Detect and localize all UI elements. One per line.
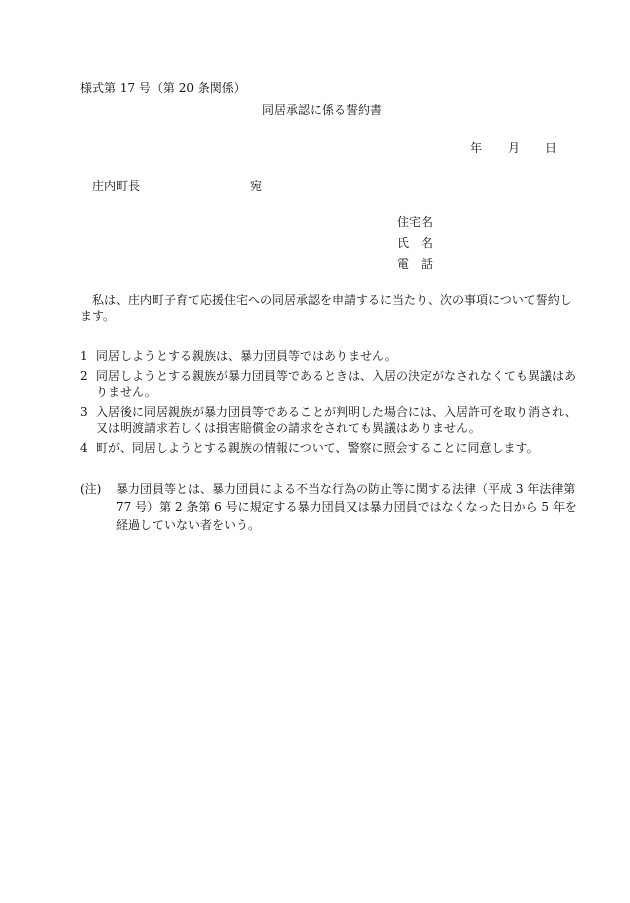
footnote-text: 暴力団員等とは、暴力団員による不当な行為の防止等に関する法律（平成 3 年法律第 77 号）第 2 条第 6 号に規定する暴力団員又は暴力団員ではなくなった日から 5 年を経過していない者をいう。 xyxy=(116,482,577,532)
applicant-phone-label: 電 話 xyxy=(397,257,434,271)
pledge-item xyxy=(80,404,580,436)
pledge-item-text: 同居しようとする親族が暴力団員等であるときは、入居の決定がなされなくても異議はありません。 xyxy=(96,369,577,399)
form-number: 様式第 17 号（第 20 条関係） xyxy=(80,81,246,95)
pledge-item-text: 町が、同居しようとする親族の情報について、警察に照会することに同意します。 xyxy=(96,441,539,455)
addressee-name: 庄内町長 xyxy=(92,179,141,193)
date-month-label: 月 xyxy=(508,141,521,155)
pledge-item-number: 3 xyxy=(80,405,88,419)
footnote xyxy=(80,480,580,534)
pledge-item xyxy=(80,348,580,364)
applicant-name-label: 氏 名 xyxy=(397,236,434,250)
footnote-label: (注) xyxy=(80,482,102,496)
addressee-suffix: 宛 xyxy=(250,179,263,193)
pledge-item-text: 入居後に同居親族が暴力団員等であることが判明した場合には、入居許可を取り消され、又は明渡請求若しくは損害賠償金の請求をされても異議はありません。 xyxy=(96,405,577,435)
date-year-label: 年 xyxy=(470,141,483,155)
pledge-item-number: 2 xyxy=(80,369,88,383)
applicant-address-label: 住宅名 xyxy=(397,215,434,229)
pledge-item-number: 1 xyxy=(80,349,88,363)
pledge-item-text: 同居しようとする親族は、暴力団員等ではありません。 xyxy=(96,349,397,363)
pledge-item xyxy=(80,440,580,456)
pledge-item xyxy=(80,368,580,400)
date-day-label: 日 xyxy=(545,141,558,155)
pledge-intro: 私は、庄内町子育て応援住宅への同居承認を申請するに当たり、次の事項について誓約します。 xyxy=(80,293,572,323)
pledge-item-number: 4 xyxy=(80,441,88,455)
document-title: 同居承認に係る誓約書 xyxy=(262,103,383,117)
